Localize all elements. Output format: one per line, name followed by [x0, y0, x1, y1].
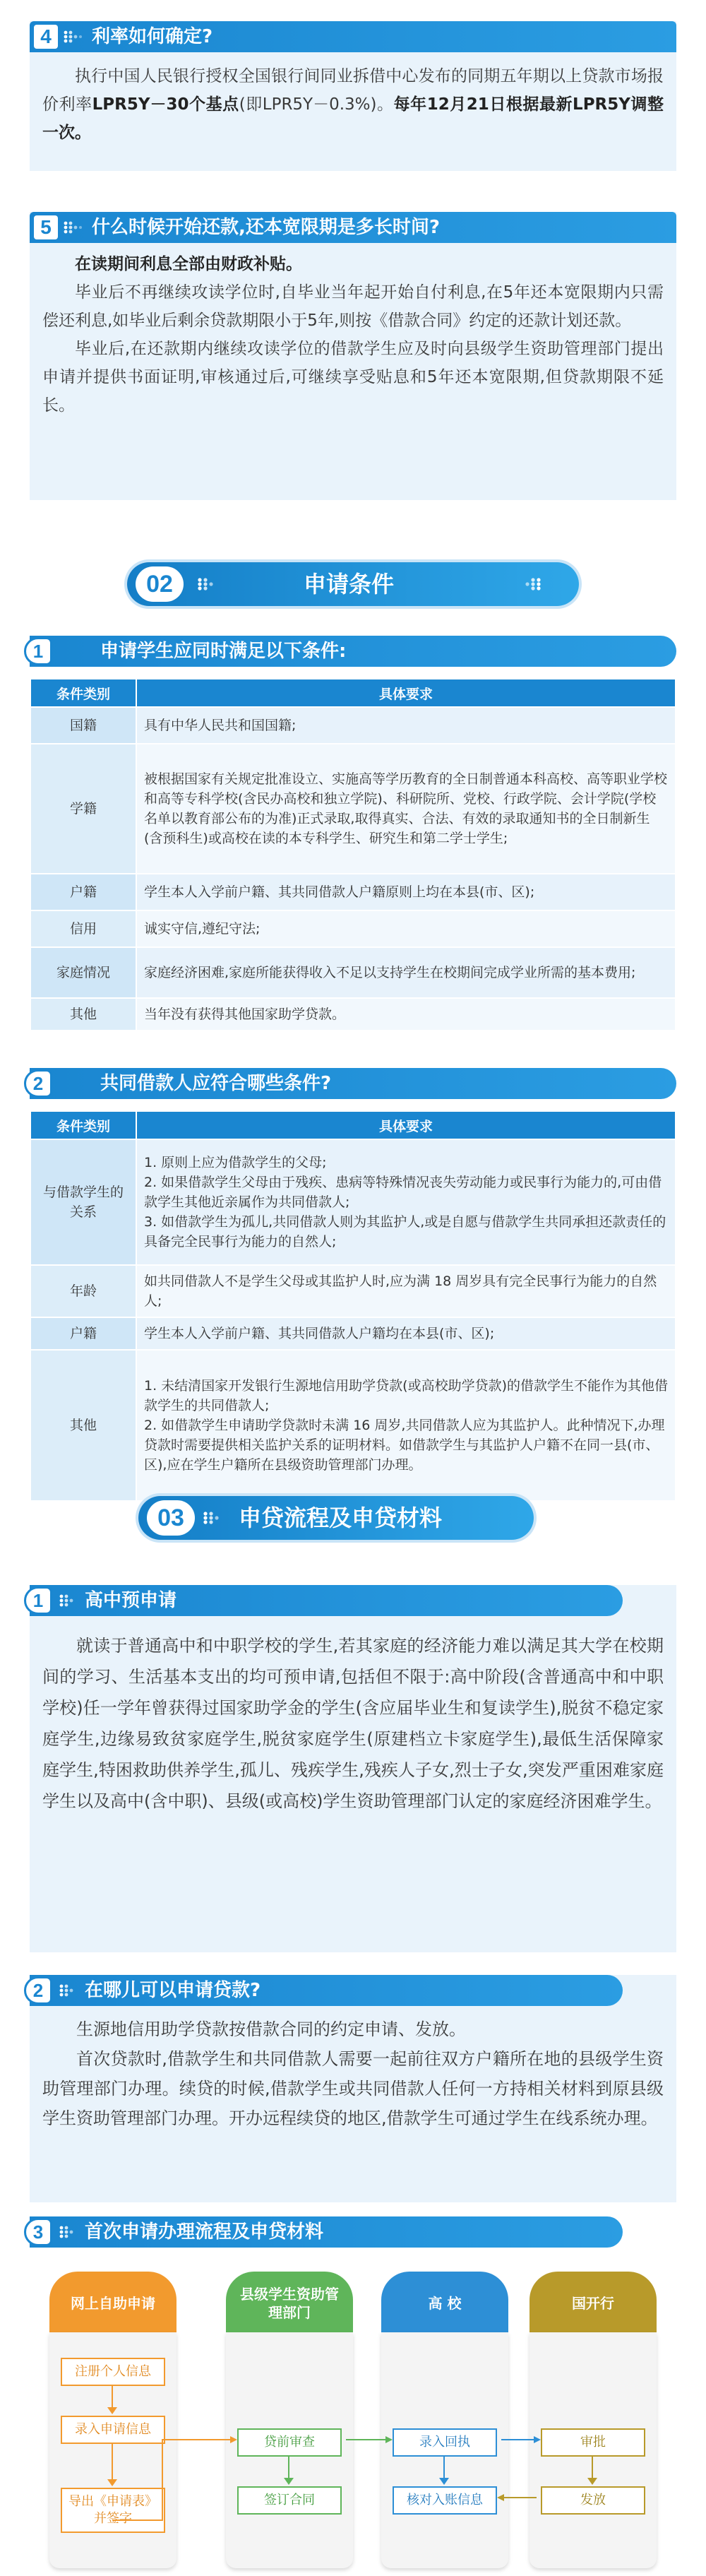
flow-step: 注册个人信息	[61, 2358, 165, 2386]
qa-title: 利率如何确定?	[92, 26, 213, 47]
flow-step: 贷前审查	[237, 2428, 342, 2457]
pre-application-paragraph: 就读于普通高中和中职学校的学生,若其家庭的经济能力难以满足其大学在校期间的学习、生活基本支出的均可预申请,包括但不限于:高中阶段(含普通高中和中职学校)任一学年曾获得过国家助学金的学生(含应届毕业生和复读学生),脱贫不稳定家庭学生,边缘易致贫家庭学生,脱贫家庭学生(原建档立卡家庭学生),最低生活保障家庭学生,特困救助供养学生,孤儿、残疾学生,残疾人子女,烈士子女,突发严重困难家庭学生以及高中(含中职)、县级(或高校)学生资助管理部门认定的家庭经济困难学生。	[42, 1636, 664, 1811]
requirement-cell: 当年没有获得其他国家助学贷款。	[136, 998, 676, 1031]
co-borrower-conditions-table	[30, 1110, 676, 1502]
subsection-title: 申请学生应同时满足以下条件:	[100, 641, 347, 662]
arrow-head-icon	[497, 2494, 504, 2501]
flow-step: 录入回执	[393, 2428, 497, 2457]
subsection-title: 高中预申请	[85, 1590, 177, 1611]
requirement-line: 学生本人入学前户籍、其共同借款人户籍均在本县(市、区);	[144, 1326, 495, 1341]
bold-text: 每年12月21日根据最新LPR5Y调整一次。	[42, 95, 664, 142]
flow-step: 签订合同	[237, 2486, 342, 2515]
table-row	[30, 1350, 676, 1501]
section-number: 03	[147, 1500, 195, 1536]
arrow-head-icon	[230, 2436, 237, 2443]
section-banner-process	[138, 1496, 534, 1540]
table-row	[30, 1139, 676, 1265]
connector-arrow	[113, 2440, 233, 2520]
apply-paragraph: 生源地信用助学贷款按借款合同的约定申请、发放。	[76, 2019, 466, 2039]
requirement-line: 1. 未结清国家开发银行生源地信用助学贷款(或高校助学贷款)的借款学生不能作为其他借款学生的共同借款人;	[144, 1378, 668, 1413]
subsection-number: 2	[24, 1976, 52, 2005]
qa-title: 什么时候开始还款,还本宽限期是多长时间?	[92, 217, 440, 238]
table-row	[30, 1317, 676, 1350]
category-cell: 其他	[30, 1350, 136, 1501]
student-conditions-table	[30, 678, 676, 1031]
subsection-number: 1	[24, 1586, 52, 1615]
flow-column-title: 高 校	[381, 2272, 508, 2335]
subsection-number: 2	[24, 1069, 52, 1098]
qa-body	[42, 250, 664, 420]
dots-icon	[64, 221, 82, 234]
table-row	[30, 744, 676, 874]
subsection-header	[30, 1585, 623, 1616]
text: 执行中国人民银行授权全国银行间同业拆借中心发布的同期五年期以上贷款市场报价利率	[42, 67, 664, 114]
table-header: 条件类别	[30, 1111, 136, 1139]
arrow-head-icon	[385, 2436, 393, 2443]
where-to-apply-body	[42, 2014, 664, 2133]
first-loan-paragraph: 首次贷款时,借款学生和共同借款人需要一起前往双方户籍所在地的县级学生资助管理部门办理。续贷的时候,借款学生或共同借款人任何一方持相关材料到原县级学生资助管理部门办理。开办远程续贷的地区,借款学生可通过学生在线系统办理。	[42, 2049, 664, 2128]
category-cell: 与借款学生的关系	[30, 1139, 136, 1265]
requirement-cell	[136, 1265, 676, 1317]
category-cell: 户籍	[30, 874, 136, 910]
category-cell: 其他	[30, 998, 136, 1031]
qa-block-repayment	[30, 212, 676, 500]
table-row	[30, 707, 676, 744]
table-header: 具体要求	[136, 1111, 676, 1139]
flow-column-title: 网上自助申请	[49, 2272, 176, 2335]
section-title: 申贷流程及申贷材料	[239, 1504, 443, 1531]
bold-text: LPR5Y－30个基点	[92, 95, 239, 114]
category-cell: 家庭情况	[30, 947, 136, 998]
subsection-header	[30, 1068, 676, 1099]
table-header: 具体要求	[136, 679, 676, 707]
table-row	[30, 1265, 676, 1317]
table-row	[30, 947, 676, 998]
requirement-cell: 诚实守信,遵纪守法;	[136, 910, 676, 947]
requirement-cell	[136, 1317, 676, 1350]
requirement-cell: 家庭经济困难,家庭所能获得收入不足以支持学生在校期间完成学业所需的基本费用;	[136, 947, 676, 998]
qa-block-interest	[30, 21, 676, 171]
dots-icon	[198, 577, 216, 591]
subsection-header	[30, 1975, 623, 2006]
table-header-row	[30, 1111, 676, 1139]
table-header: 条件类别	[30, 679, 136, 707]
requirement-cell: 具有中华人民共和国国籍;	[136, 707, 676, 744]
where-to-apply-block	[30, 1975, 676, 2202]
subsection-title: 在哪儿可以申请贷款?	[85, 1980, 261, 2001]
category-cell: 学籍	[30, 744, 136, 874]
flow-step: 核对入账信息	[393, 2486, 497, 2515]
category-cell: 国籍	[30, 707, 136, 744]
table-row	[30, 998, 676, 1031]
requirement-cell	[136, 1350, 676, 1501]
pre-application-block	[30, 1585, 676, 1952]
text: (即LPR5Y－0.3%)。	[239, 95, 394, 114]
qa-header	[30, 21, 676, 52]
flow-connectors	[0, 2272, 706, 2568]
pre-application-body	[42, 1630, 664, 1817]
repayment-paragraph: 毕业后不再继续攻读学位时,自毕业当年起开始自付利息,在5年还本宽限期内只需偿还利息,如毕业后剩余贷款期限小于5年,则按《借款合同》约定的还款计划还款。	[42, 283, 664, 330]
requirement-line: 如共同借款人不是学生父母或其监护人时,应为满 18 周岁具有完全民事行为能力的自然人;	[144, 1274, 657, 1309]
dots-icon	[59, 2226, 78, 2238]
category-cell: 信用	[30, 910, 136, 947]
subsection-title: 共同借款人应符合哪些条件?	[100, 1073, 332, 1094]
requirement-cell	[136, 1139, 676, 1265]
requirement-line: 1. 原则上应为借款学生的父母;	[144, 1155, 327, 1170]
flow-step: 审批	[541, 2428, 645, 2457]
requirement-line: 3. 如借款学生为孤儿,共同借款人则为其监护人,或是自愿与借款学生共同承担还款责任的具备完全民事行为能力的自然人;	[144, 1214, 666, 1250]
dots-icon	[522, 577, 541, 591]
dots-icon	[59, 1594, 78, 1607]
subsection-title: 首次申请办理流程及申贷材料	[85, 2221, 324, 2243]
subsection-number: 1	[24, 637, 52, 665]
qa-body	[42, 62, 664, 147]
flow-step: 录入申请信息	[61, 2416, 165, 2444]
table-header-row	[30, 679, 676, 707]
category-cell: 年龄	[30, 1265, 136, 1317]
flow-step: 发放	[541, 2486, 645, 2515]
subsection-header	[30, 636, 676, 667]
dots-icon	[59, 1984, 78, 1997]
qa-header	[30, 212, 676, 243]
requirement-line: 2. 如果借款学生父母由于残疾、患病等特殊情况丧失劳动能力或民事行为能力的,可由借款学生其他近亲属作为共同借款人;	[144, 1175, 662, 1210]
continuing-study-paragraph: 毕业后,在还款期内继续攻读学位的借款学生应及时向县级学生资助管理部门提出申请并提供书面证明,审核通过后,可继续享受贴息和5年还本宽限期,但贷款期限不延长。	[42, 340, 664, 415]
subsection-number: 3	[24, 2218, 52, 2246]
qa-number: 4	[34, 25, 58, 49]
subsidy-note	[42, 250, 664, 278]
interest-paragraph	[42, 62, 664, 147]
dots-icon	[64, 30, 82, 43]
subsection-header	[30, 2216, 623, 2248]
table-row	[30, 874, 676, 910]
qa-number: 5	[34, 215, 58, 239]
arrow-head-icon	[534, 2436, 541, 2443]
category-cell: 户籍	[30, 1317, 136, 1350]
section-banner-conditions	[127, 562, 579, 606]
flow-column-title: 国开行	[530, 2272, 657, 2335]
section-title: 申请条件	[304, 571, 395, 598]
table-row	[30, 910, 676, 947]
bold-text: 在读期间利息全部由财政补贴。	[75, 255, 302, 273]
flow-column-title: 县级学生资助管理部门	[226, 2272, 353, 2335]
requirement-line: 2. 如借款学生申请助学贷款时未满 16 周岁,共同借款人应为其监护人。此种情况下,办理贷款时需要提供相关监护关系的证明材料。如借款学生与其监护人户籍不在同一县(市、区),应在学生户籍所在县级资助管理部门办理。	[144, 1418, 665, 1473]
requirement-cell: 被根据国家有关规定批准设立、实施高等学历教育的全日制普通本科高校、高等职业学校和高等专科学校(含民办高校和独立学院)、科研院所、党校、行政学院、会计学院(学校名单以教育部公布的为准)正式录取,取得真实、合法、有效的录取通知书的全日制新生(含预科生)或高校在读的本专科学生、研究生和第二学士学生;	[136, 744, 676, 874]
section-number: 02	[136, 566, 184, 602]
requirement-cell: 学生本人入学前户籍、其共同借款人户籍原则上均在本县(市、区);	[136, 874, 676, 910]
flow-step: 导出《申请表》并签字	[61, 2488, 165, 2533]
dots-icon	[203, 1511, 222, 1525]
